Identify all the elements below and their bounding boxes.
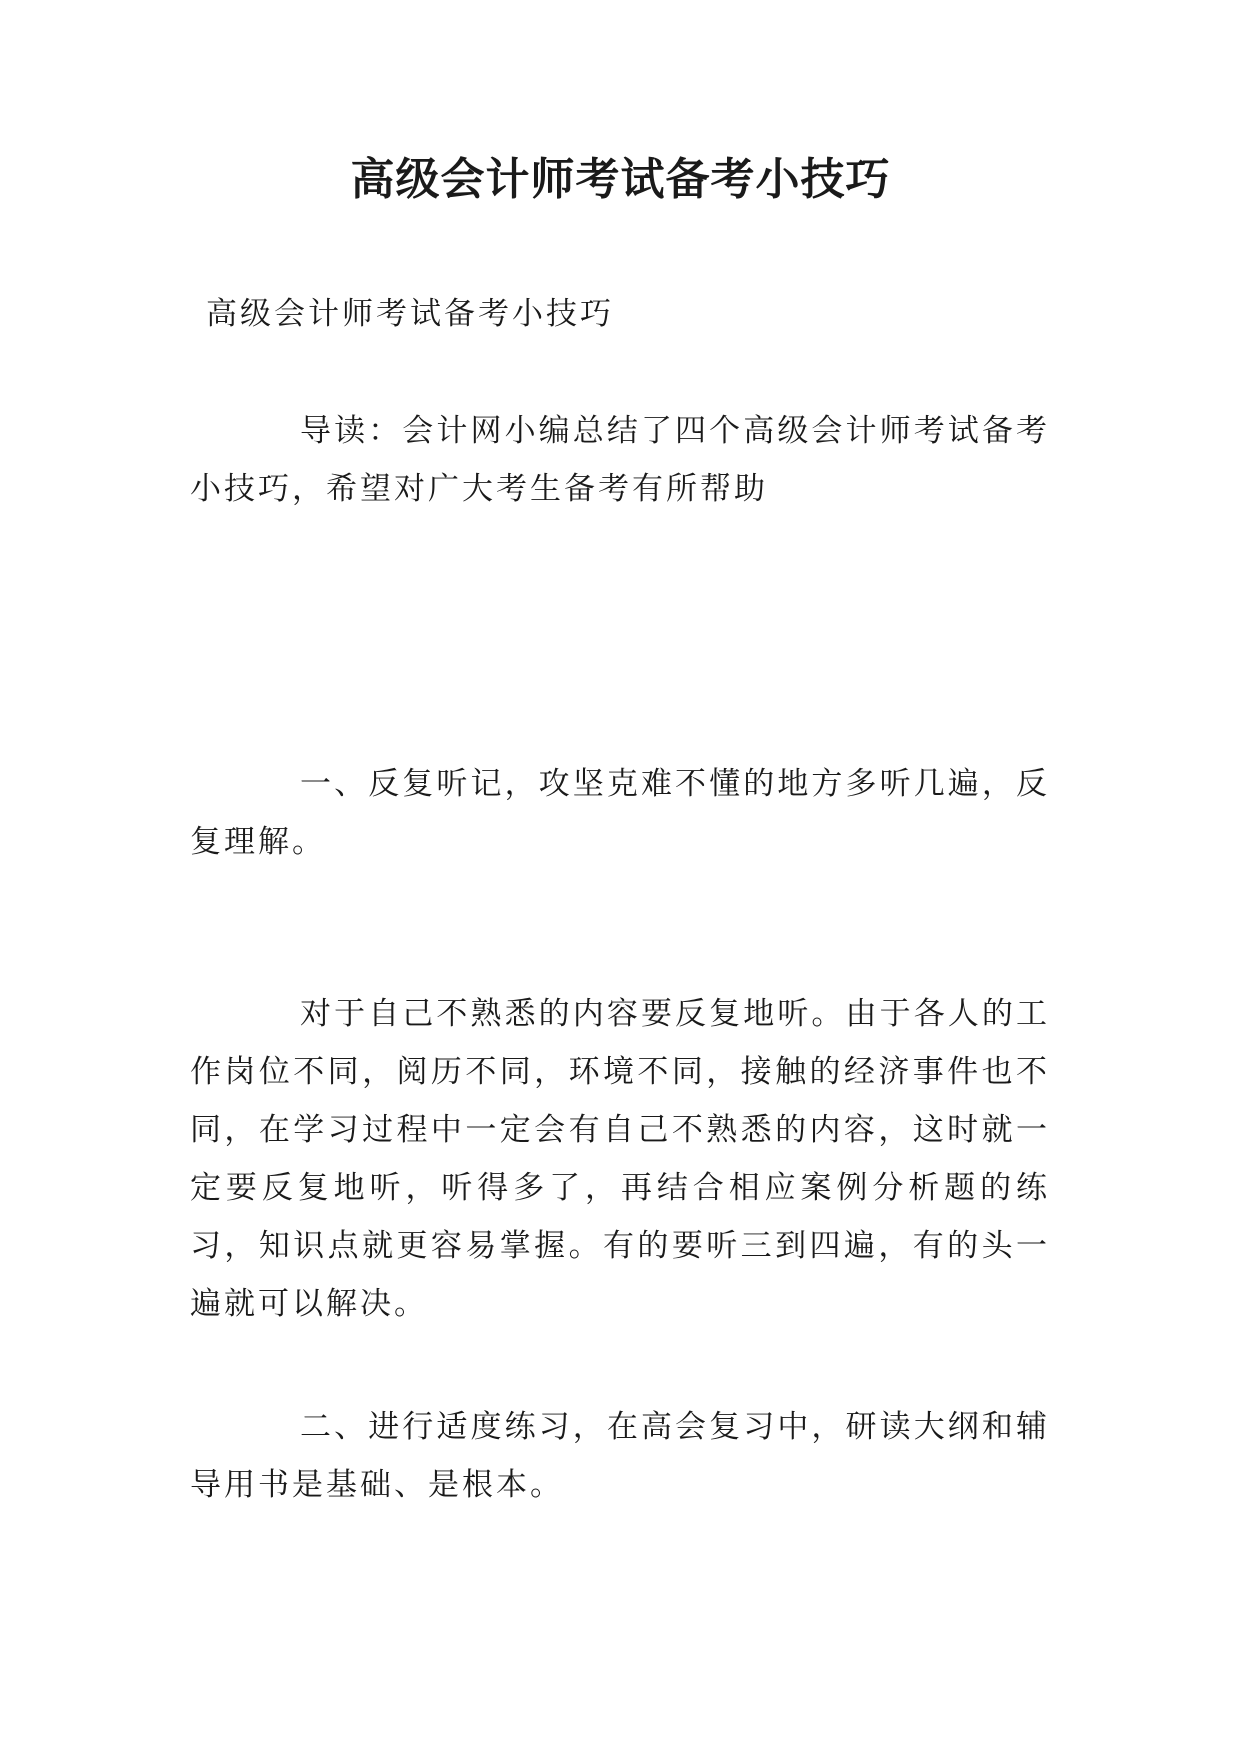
paragraph-tip-two-heading: 二、进行适度练习，在高会复习中，研读大纲和辅导用书是基础、是根本。	[190, 1409, 1050, 1503]
paragraph-tip-one-heading: 一、反复听记，攻坚克难不懂的地方多听几遍，反复理解。	[190, 766, 1050, 860]
paragraph-tip-one-body: 对于自己不熟悉的内容要反复地听。由于各人的工作岗位不同，阅历不同，环境不同，接触的经济事件也不同，在学习过程中一定会有自己不熟悉的内容，这时就一定要反复地听，听得多了，再结合相应案例分析题的练习，知识点就更容易掌握。有的要听三到四遍，有的头一遍就可以解决。	[190, 996, 1050, 1322]
document-title: 高级会计师考试备考小技巧	[350, 154, 891, 205]
paragraph-intro: 导读：会计网小编总结了四个高级会计师考试备考小技巧，希望对广大考生备考有所帮助	[190, 413, 1050, 507]
document-subtitle: 高级会计师考试备考小技巧	[206, 296, 614, 332]
